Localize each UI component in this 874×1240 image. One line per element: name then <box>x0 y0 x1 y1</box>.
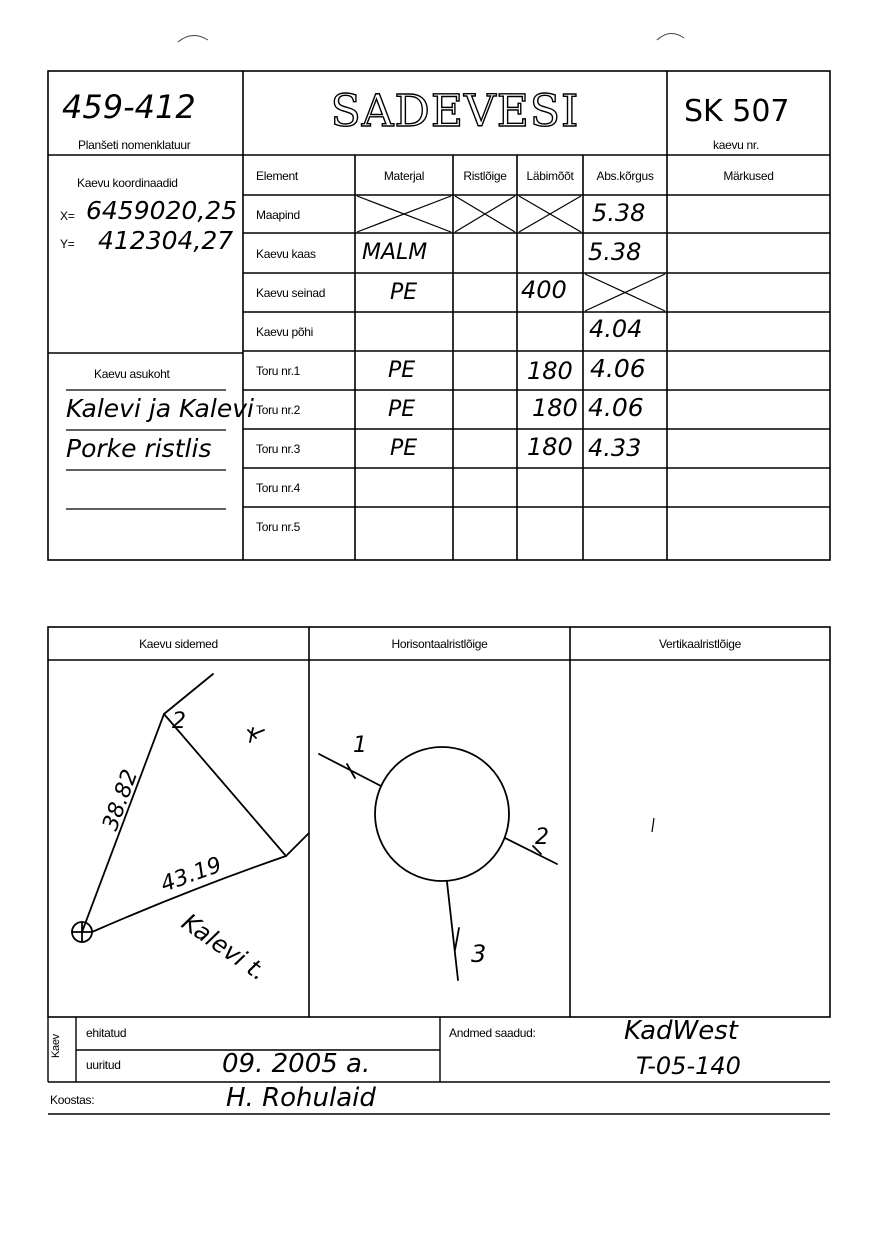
well-side-label: Kaev <box>50 1034 62 1058</box>
well-number-value: SK 507 <box>684 94 790 129</box>
row-element: Toru nr.3 <box>256 442 300 456</box>
header-material: Materjal <box>383 169 425 183</box>
ties-label: Kaevu sidemed <box>139 637 218 651</box>
data-provided-label: Andmed saadud: <box>449 1026 536 1040</box>
sheet-nomenclature-value: 459-412 <box>62 88 196 126</box>
ties-sketch <box>48 660 309 1017</box>
pipe-label-1: 1 <box>353 733 367 758</box>
row-diameter: 400 <box>521 276 567 304</box>
row-abs-height: 5.38 <box>588 238 642 266</box>
row-element: Kaevu kaas <box>256 247 316 261</box>
compiled-label: Koostas: <box>50 1093 95 1107</box>
row-element: Kaevu seinad <box>256 286 326 300</box>
row-abs-height: 4.33 <box>588 434 642 462</box>
location-line-2: Porke ristlis <box>66 434 212 463</box>
x-coordinate-value: 6459020,25 <box>86 196 238 225</box>
row-element: Toru nr.1 <box>256 364 300 378</box>
row-element: Toru nr.5 <box>256 520 300 534</box>
horizontal-section-sketch <box>309 660 570 1017</box>
row-element: Maapind <box>256 208 300 222</box>
data-provided-value: KadWest <box>624 1016 739 1046</box>
row-element: Toru nr.4 <box>256 481 300 495</box>
coordinates-label: Kaevu koordinaadid <box>77 176 178 190</box>
sheet-nomenclature-label: Planšeti nomenklatuur <box>78 138 191 152</box>
vertical-section-area <box>570 660 830 1017</box>
row-material: PE <box>388 358 416 383</box>
point-label: 2 <box>172 709 186 734</box>
tie-distance-2: 43.19 <box>157 852 226 898</box>
row-element: Kaevu põhi <box>256 325 314 339</box>
x-prefix: X= <box>60 209 75 223</box>
well-circle <box>375 747 509 881</box>
page-title: SADEVESI <box>330 86 580 137</box>
row-material: PE <box>390 280 418 305</box>
header-element: Element <box>256 169 298 183</box>
row-abs-height: 5.38 <box>592 199 646 227</box>
row-diameter: 180 <box>527 433 573 461</box>
horizontal-section-label: Horisontaalristlõige <box>391 637 488 651</box>
header-notes: Märkused <box>723 169 774 183</box>
vertical-section-label: Vertikaalristlõige <box>659 637 741 651</box>
pipe-label-2: 2 <box>535 825 549 850</box>
well-number-label: kaevu nr. <box>713 138 759 152</box>
row-material: MALM <box>362 240 428 265</box>
street-label: Kalevi t. <box>176 907 272 987</box>
row-diameter: 180 <box>532 394 578 422</box>
header-cross-section: Ristlõige <box>463 169 507 183</box>
built-label: ehitatud <box>86 1026 127 1040</box>
row-abs-height: 4.04 <box>589 315 643 343</box>
row-diameter: 180 <box>527 357 573 385</box>
compiled-value: H. Rohulaid <box>226 1083 376 1113</box>
y-coordinate-value: 412304,27 <box>98 226 234 255</box>
location-line-1: Kalevi ja Kalevi <box>66 394 254 423</box>
surveyed-label: uuritud <box>86 1058 121 1072</box>
row-material: PE <box>390 436 418 461</box>
row-abs-height: 4.06 <box>590 354 646 383</box>
location-label: Kaevu asukoht <box>94 367 170 381</box>
row-material: PE <box>388 397 416 422</box>
row-abs-height: 4.06 <box>588 393 644 422</box>
row-element: Toru nr.2 <box>256 403 300 417</box>
header-diameter: Läbimõõt <box>526 169 574 183</box>
tie-distance-1: 38.82 <box>98 766 144 835</box>
header-abs-height: Abs.kõrgus <box>596 169 654 183</box>
data-provided-code: T-05-140 <box>636 1052 741 1080</box>
y-prefix: Y= <box>60 237 75 251</box>
surveyed-value: 09. 2005 a. <box>222 1049 371 1079</box>
pipe-label-3: 3 <box>471 940 487 968</box>
